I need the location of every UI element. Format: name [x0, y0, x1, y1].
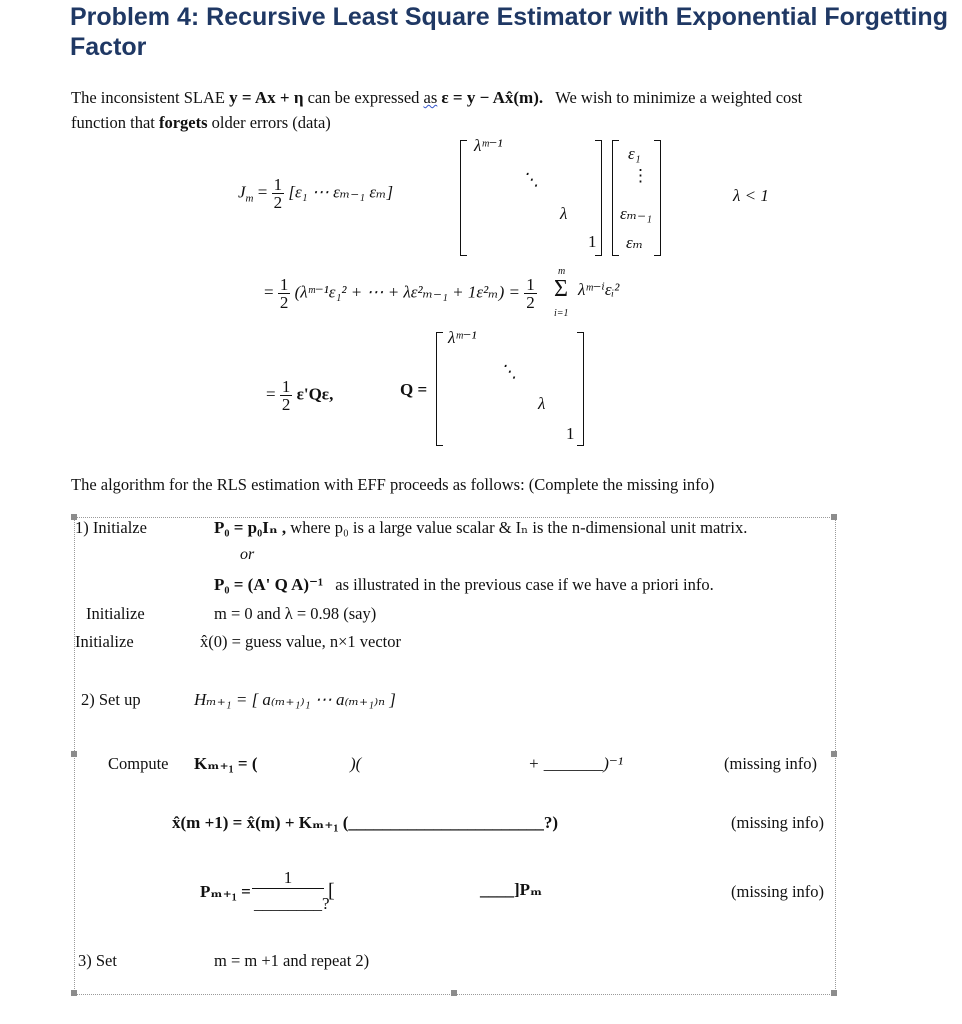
q-left-bracket: [436, 332, 443, 446]
init-m-eq: m = 0 and λ = 0.98 (say): [214, 604, 377, 623]
intro-line-1: [71, 88, 802, 108]
intro-mid: can be expressed: [307, 88, 420, 107]
weight-lambda: λ: [560, 204, 568, 223]
intro-line2-a: function that: [71, 113, 155, 132]
sum-symbol: Σ: [554, 276, 568, 302]
error-definition: ε = y − Ax̂(m).: [441, 88, 544, 107]
step2-label: 2) Set up: [81, 690, 141, 709]
lambda-condition: λ < 1: [733, 186, 769, 205]
K-mid: )(: [350, 754, 362, 773]
init-x-eq: x̂(0) = guess value, n×1 vector: [200, 632, 401, 651]
missing-info-3: (missing info): [731, 882, 825, 901]
algorithm-intro: The algorithm for the RLS estimation with EFF proceeds as follows: (Complete the missing info): [71, 475, 715, 494]
sum-upper-limit: m: [558, 266, 566, 277]
intro-line2-b: older errors (data): [211, 113, 331, 132]
col-em1: εₘ₋₁: [620, 204, 653, 223]
resize-handle-tr[interactable]: [831, 514, 837, 520]
init-m-label: Initialize: [86, 604, 145, 623]
missing-info-2: (missing info): [731, 813, 825, 832]
intro-after: We wish to minimize a weighted cost: [555, 88, 803, 107]
intro-as-word: as: [423, 88, 438, 107]
error-col-left-bracket: [612, 140, 619, 256]
cost-lhs: $J_m$ = $\frac{1}{2}$ [ε₁ ⋯ εₘ₋₁ εₘ]: [238, 175, 394, 212]
intro-prefix: The inconsistent SLAE: [71, 88, 225, 107]
page-title: Problem 4: Recursive Least Square Estimator with Exponential Forgetting Factor: [70, 3, 948, 61]
slae-model: y = Ax + η: [229, 88, 304, 107]
col-em: εₘ: [626, 233, 644, 252]
K-plus-blank[interactable]: + _______)⁻¹: [528, 754, 623, 773]
cost-expansion: = $\frac{1}{2}$ (λᵐ⁻¹ε₁² + ⋯ + λε²ₘ₋₁ + 1ε²ₘ) = $\frac{1}{2}$: [264, 275, 535, 312]
P-close-blank[interactable]: ____]Pₘ: [480, 880, 543, 899]
weight-ddots: ⋱: [522, 170, 539, 189]
resize-handle-bl[interactable]: [71, 990, 77, 996]
q-lambda: λ: [538, 394, 546, 413]
error-col-right-bracket: [654, 140, 661, 256]
resize-handle-br[interactable]: [831, 990, 837, 996]
quadratic-form: = $\frac{1}{2}$ ε'Qε,: [266, 377, 334, 414]
weight-top-entry: λᵐ⁻¹: [474, 136, 503, 155]
q-label: Q =: [400, 380, 428, 399]
intro-forgets: forgets: [158, 113, 208, 132]
x-update[interactable]: x̂(m +1) = x̂(m) + Kₘ₊₁ (_______________________?): [172, 813, 559, 832]
sum-term: λᵐ⁻ⁱεᵢ²: [578, 280, 620, 299]
error-row-vector: [ε₁ ⋯ εₘ₋₁ εₘ]: [288, 182, 394, 202]
col-vdots: ⋮: [632, 166, 649, 185]
step3-eq: m = m +1 and repeat 2): [214, 951, 370, 970]
step3-label: 3) Set: [78, 951, 117, 970]
P-label: Pₘ₊₁ =: [200, 882, 251, 901]
step1-label: 1) Initialze: [75, 518, 147, 537]
weight-one: 1: [588, 232, 597, 251]
p0-init-line: P₀ = p₀Iₙ , where p₀ is a large value scalar & Iₙ is the n-dimensional unit matrix.: [214, 518, 748, 537]
H-definition: Hₘ₊₁ = [ a₍ₘ₊₁₎₁ ⋯ a₍ₘ₊₁₎ₙ ]: [194, 690, 396, 709]
q-right-bracket: [577, 332, 584, 446]
col-e1: ε₁: [628, 144, 641, 163]
q-top-entry: λᵐ⁻¹: [448, 328, 477, 347]
resize-handle-bm[interactable]: [451, 990, 457, 996]
init-x-label: Initialize: [75, 632, 134, 651]
missing-info-1: (missing info): [724, 754, 818, 773]
weight-matrix-left-bracket: [460, 140, 467, 256]
q-ddots: ⋱: [500, 362, 517, 381]
resize-handle-ml[interactable]: [71, 751, 77, 757]
P-denominator-blank[interactable]: ________?: [254, 894, 330, 913]
p0-alt-line: P₀ = (A' Q A)⁻¹ as illustrated in the previous case if we have a priori info.: [214, 575, 714, 594]
q-one: 1: [566, 424, 575, 443]
or-word: or: [240, 546, 255, 563]
intro-line-2: [71, 113, 331, 133]
P-open-bracket: [: [328, 880, 335, 902]
compute-label: Compute: [108, 754, 169, 773]
P-numerator: 1: [252, 868, 324, 889]
resize-handle-mr[interactable]: [831, 751, 837, 757]
sum-lower-limit: i=1: [554, 308, 569, 319]
K-open: Kₘ₊₁ = (: [194, 754, 258, 773]
